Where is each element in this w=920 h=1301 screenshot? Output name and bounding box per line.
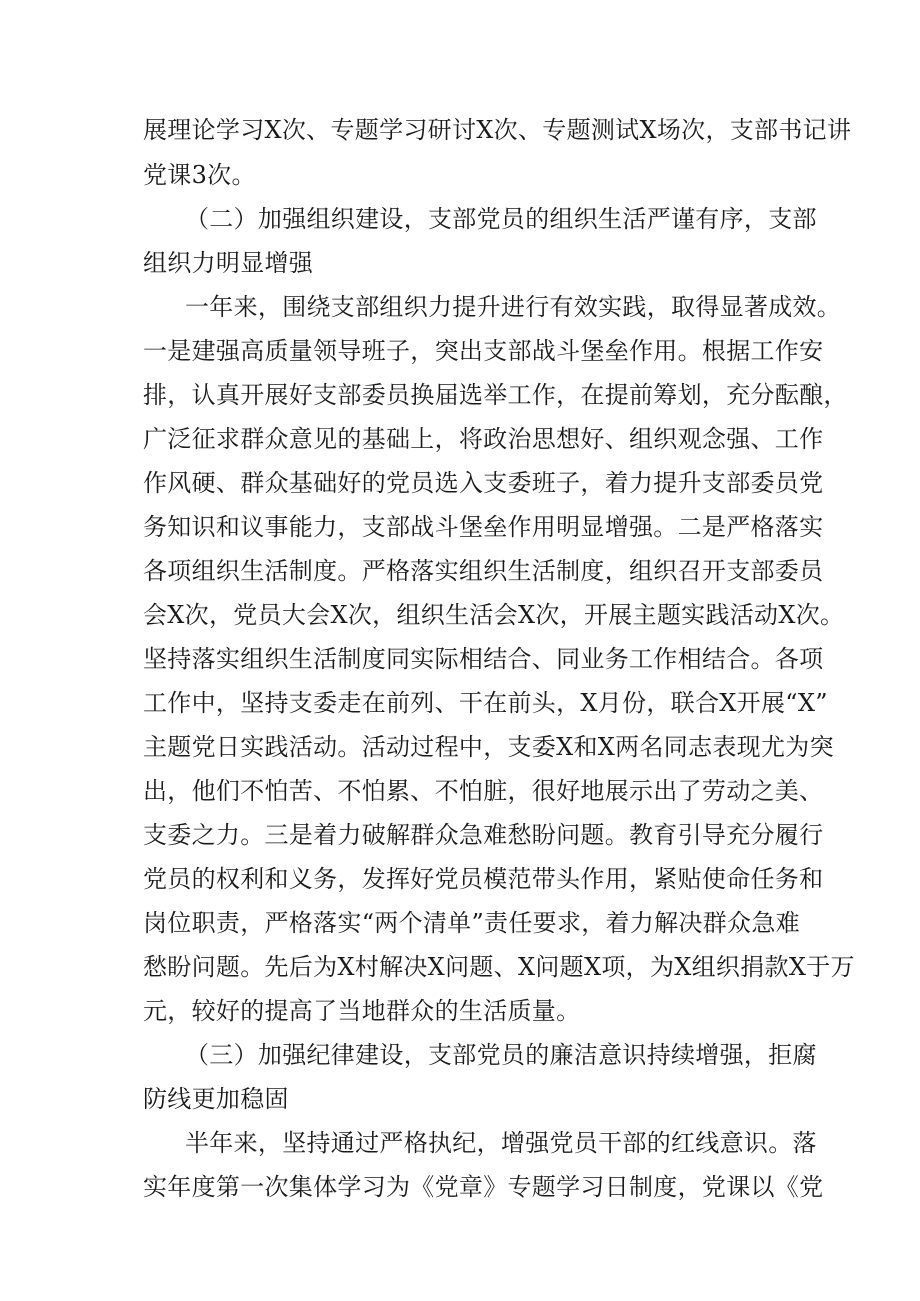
text-line: 实年度第一次集体学习为《党章》专题学习日制度，党课以《党 [143,1173,824,1201]
paragraph-start: 半年来，坚持通过严格执纪，增强党员干部的红线意识。落 [185,1129,817,1157]
section-heading: （二）加强组织建设，支部党员的组织生活严谨有序，支部 [185,205,817,233]
text-line: 一是建强高质量领导班子，突出支部战斗堡垒作用。根据工作安 [143,337,824,365]
text-line: 广泛征求群众意见的基础上，将政治思想好、组织观念强、工作 [143,425,824,453]
section-heading: 组织力明显增强 [143,249,314,277]
text-line: 坚持落实组织生活制度同实际相结合、同业务工作相结合。各项 [143,645,824,673]
text-line: 出，他们不怕苦、不怕累、不怕脏，很好地展示出了劳动之美、 [143,777,824,805]
text-line: 岗位职责，严格落实“两个清单”责任要求，着力解决群众急难 [143,909,800,937]
text-line: 工作中，坚持支委走在前列、干在前头，X月份，联合X开展“X” [143,689,828,717]
section-heading: （三）加强纪律建设，支部党员的廉洁意识持续增强，拒腐 [185,1041,817,1069]
text-line: 愁盼问题。先后为X村解决X问题、X问题X项，为X组织捐款X于万 [143,953,855,981]
text-line: 作风硬、群众基础好的党员选入支委班子，着力提升支部委员党 [143,469,824,497]
text-line: 党课3次。 [143,161,256,189]
text-line: 会X次，党员大会X次，组织生活会X次，开展主题实践活动X次。 [143,601,845,629]
paragraph-start: 一年来，围绕支部组织力提升进行有效实践，取得显著成效。 [185,293,842,321]
text-line: 展理论学习X次、专题学习研讨X次、专题测试X场次，支部书记讲 [143,116,852,144]
text-line: 党员的权利和义务，发挥好党员模范带头作用，紧贴使命任务和 [143,865,824,893]
text-line: 排，认真开展好支部委员换届选举工作，在提前筹划，充分酝酿， [143,381,848,409]
section-heading: 防线更加稳固 [143,1085,289,1113]
text-line: 支委之力。三是着力破解群众急难愁盼问题。教育引导充分履行 [143,821,824,849]
text-line: 主题党日实践活动。活动过程中，支委X和X两名同志表现尤为突 [143,733,834,761]
text-line: 务知识和议事能力，支部战斗堡垒作用明显增强。二是严格落实 [143,513,824,541]
text-line: 各项组织生活制度。严格落实组织生活制度，组织召开支部委员 [143,557,824,585]
text-line: 元，较好的提高了当地群众的生活质量。 [143,997,581,1025]
